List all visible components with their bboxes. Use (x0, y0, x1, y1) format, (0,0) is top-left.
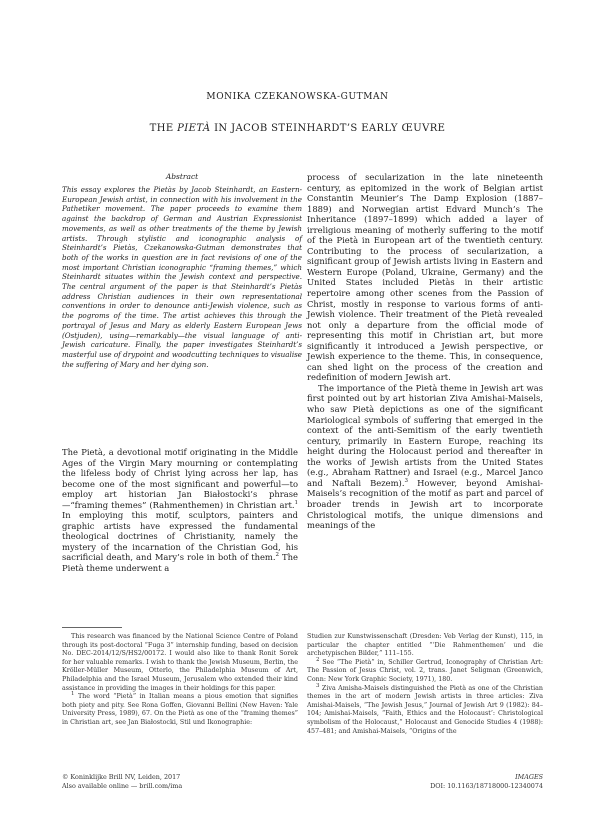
footnote-continuation: Studien zur Kunstwissenschaft (Dresden: Veb Verlag der Kunst), 115, in particular the chapter entitled “‘Die Rahmenthemen’ und die archetypischen Bilder,” 111–155. (307, 633, 543, 658)
footnote-number: 3 (316, 682, 320, 689)
journal-name: IMAGES (515, 773, 543, 781)
title-emphasis: PIETÀ (177, 123, 211, 134)
body-text: However, beyond Amishai-Maisels’s recognition of the motif as part and parcel of broader trends in Jewish art to incorporate Christological motifs, the unique dimensions and meanings of the (307, 477, 543, 531)
body-text: The Pietà, a devotional motif originating in the Middle Ages of the Virgin Mary mourning or contemplating the lifeless body of Christ lying across her lap, has become one of the most significant and powerful—to employ art historian Jan Białostocki’s phrase—“framing themes” (Rahmenthemen) in Christian art. (62, 447, 298, 510)
article-title (0, 123, 595, 134)
body-text: In employing this motif, sculptors, painters and graphic artists have expressed the fundamental theological doctrines of Christianity, namely the mystery of the incarnation of the Christian God, his sacrificial death, and Mary’s role in both of them. (62, 510, 298, 563)
copyright-line: © Koninklijke Brill NV, Leiden, 2017 (62, 773, 181, 781)
footnote-item (62, 693, 298, 727)
body-paragraph (307, 383, 543, 531)
footnote-number: 2 (316, 656, 320, 663)
left-column-body (62, 447, 298, 574)
footnote-text: The word “Pietà” in Italian means a pious emotion that signifies both piety and pity. See Rona Goffen, Giovanni Bellini (New Haven: Yale University Press, 1989), 67. On the Pietà as one of the “framing themes” in Christian art, see Jan Białostocki, Stil und Ikonographie: (62, 693, 298, 726)
footnotes-right (307, 633, 543, 736)
footnote-ref[interactable]: 3 (404, 478, 408, 485)
abstract-body (62, 185, 302, 369)
footnote-ref[interactable]: 1 (294, 499, 298, 506)
doi-link[interactable]: DOI: 10.1163/18718000-12340074 (430, 781, 543, 790)
body-text: The importance of the Pietà theme in Jewish art was first pointed out by art historian Ziva Amishai-Maisels, who saw Pietà depictions as one of the significant Mariological symbols of suffering that emerged in the context of the anti-Semitism of the early twentieth century, primarily in Eastern Europe, reaching its height during the Holocaust period and thereafter in the works of Jewish artists from the United States (e.g., Abraham Rattner) and Israel (e.g., Marcel Janco and Naftali Bezem). (307, 382, 543, 488)
online-availability-link[interactable]: Also available online — brill.com/ima (62, 781, 183, 790)
footnotes-left (62, 633, 298, 728)
footnote-text: Ziva Amisha-Maisels distinguished the Pietà as one of the Christian themes in the art of modern Jewish artists in three articles: Ziva Amishai-Maisels, “The Jewish Jesus,” Journal of Jewish Art 9 (1982): 84–104; Amishai-Maisels, “Faith, Ethics and the Holocaust’: Christological symbolism of the Holocaust,” Holocaust and Genocide Studies 4 (1988): 457–481; and Amishai-Maisels, “Origins of the (307, 684, 543, 735)
footer-journal (430, 773, 543, 791)
author-name: MONIKA CZEKANOWSKA-GUTMAN (206, 92, 389, 102)
abstract-text: This essay explores the Pietàs by Jacob Steinhardt, an Eastern-European Jewish artist, in connection with his involvement in the Pathetiker movement. The paper proceeds to examine them against the backdrop of German and Austrian Expressionist movements, as well as other treatments of the theme by Jewish artists. Through stylistic and iconographic analysis of Steinhardt’s Pietàs, Czekanowska-Gutman demonstrates that both of the works in question are in fact revisions of one of the most important Christian iconographic “framing themes,” which Steinhardt situates within the Jewish context and perspective. The central argument of the paper is that Steinhardt’s Pietàs address Christian audiences in their own representational conventions in order to denounce anti-Jewish violence, such as the pogroms of the time. The artist achieves this through the portrayal of Jesus and Mary as elderly Eastern European Jews (Ostjuden), using—remarkably—the visual language of anti-Jewish caricature. Finally, the paper investigates Steinhardt’s masterful use of drypoint and woodcutting techniques to visualise the suffering of Mary and her dying son. (62, 185, 302, 369)
body-paragraph (62, 447, 298, 574)
footnote-acknowledgement: This research was financed by the National Science Centre of Poland through its post-doctoral “Fuga 3” internship funding, based on decision No. DEC-2014/12/S/HS2/00172. I would also like to thank Ronit Sorek for her valuable remarks. I wish to thank the Jewish Museum, Berlin, the Kröller-Müller Museum, Otterlo, the Philadelphia Museum of Art, Philadelphia and the Israel Museum, Jerusalem who extended their kind assistance in providing the images in their holdings for this paper. (62, 633, 298, 692)
footnote-item (307, 656, 543, 685)
title-prefix: THE (149, 123, 178, 134)
footnote-divider (62, 627, 122, 628)
footnote-item (307, 682, 543, 737)
title-suffix: IN JACOB STEINHARDT’S EARLY ŒUVRE (210, 123, 446, 134)
footnote-ref[interactable]: 2 (275, 552, 280, 559)
footnote-text: See “The Pietà” in, Schiller Gertrud, Iconography of Christian Art: The Passion of Jesus Christ, vol. 2, trans. Janet Seligman (Greenwich, Conn: New York Graphic Society, 1971), 180. (307, 658, 543, 683)
body-paragraph: process of secularization in the late nineteenth century, as epitomized in the work of Belgian artist Constantin Meunier’s The Damp Explosion (1887–1889) and Norwegian artist Edvard Munch’s The Inheritance (1897–1899) which added a layer of irreligious meaning of motherly suffering to the motif of the Pietà in European art of the twentieth century. Contributing to the process of secularization, a significant group of Jewish artists living in Eastern and Western Europe (Poland, Ukraine, Germany) and the United States included Pietàs in their artistic repertoire among other scenes from the Passion of Christ, mostly in response to various forms of anti-Jewish violence. Their treatment of the Pietà revealed not only a departure from the official mode of representing this motif in Christian art, but more significantly it introduced a Jewish perspective, or Jewish experience to the theme. This, in consequence, can shed light on the process of the creation and redefinition of modern Jewish art. (307, 172, 543, 383)
right-column-body (307, 172, 543, 531)
footnote-number: 1 (71, 691, 75, 698)
footer-publisher (62, 773, 182, 791)
body-text: The Pietà theme underwent a (62, 552, 298, 574)
abstract-heading: Abstract (165, 172, 199, 181)
